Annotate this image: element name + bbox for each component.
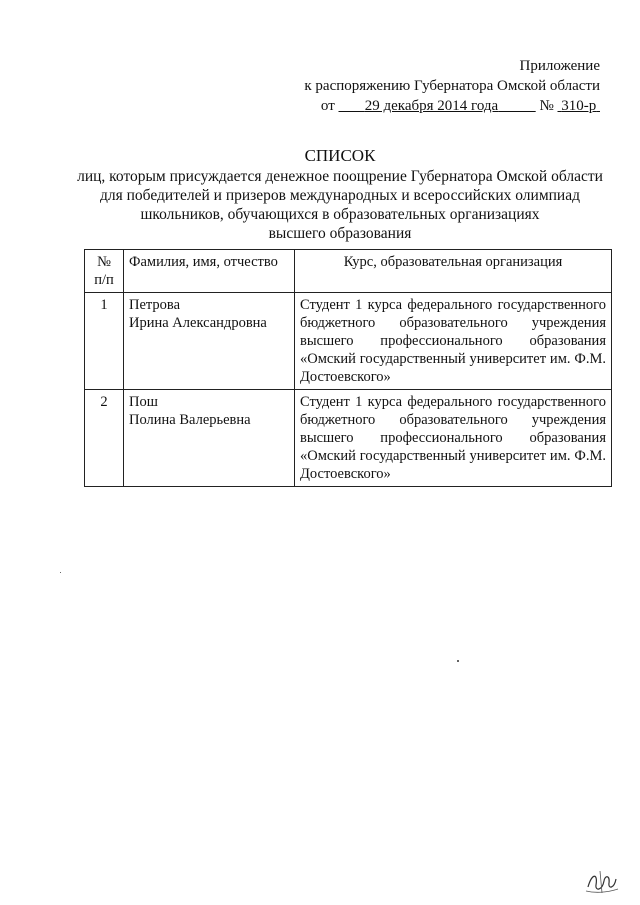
- document-title: [60, 146, 620, 243]
- scan-speck: [60, 572, 61, 573]
- title-line-4: высшего образования: [268, 225, 412, 242]
- appendix-subtitle: к распоряжению Губернатора Омской области: [304, 78, 600, 94]
- row-name: [124, 293, 295, 390]
- header-org: Курс, образовательная организация: [295, 250, 612, 293]
- table-row: [85, 390, 612, 487]
- number-prefix: №: [539, 98, 554, 114]
- appendix-title: Приложение: [519, 58, 600, 74]
- row-name: [124, 390, 295, 487]
- title-line-3: школьников, обучающихся в образовательных организациях: [140, 206, 540, 223]
- row-given-name: Ирина Александровна: [129, 315, 267, 331]
- table-row: [85, 293, 612, 390]
- decree-line: [280, 96, 600, 116]
- row-given-name: Полина Валерьевна: [129, 412, 251, 428]
- header-name: Фамилия, имя, отчество: [124, 250, 295, 293]
- row-org: Студент 1 курса федерального государственного бюджетного образовательного учреждения высшего профессионального образования «Омский государственный университет им. Ф.М. Достоевского»: [295, 293, 612, 390]
- row-surname: Пош: [129, 394, 158, 410]
- row-num: 2: [85, 390, 124, 487]
- decree-date: 29 декабря 2014 года: [364, 98, 499, 114]
- scan-speck: [457, 660, 459, 662]
- title-main: СПИСОК: [304, 146, 376, 165]
- row-surname: Петрова: [129, 297, 181, 313]
- row-org: Студент 1 курса федерального государственного бюджетного образовательного учреждения высшего профессионального образования «Омский государственный университет им. Ф.М. Достоевского»: [295, 390, 612, 487]
- header-num: № п/п: [85, 250, 124, 293]
- table-header-row: [85, 250, 612, 293]
- appendix-header: [280, 56, 600, 116]
- title-line-2: для победителей и призеров международных и всероссийских олимпиад: [100, 187, 580, 204]
- decree-number: 310-р: [561, 98, 597, 114]
- recipients-table: [84, 249, 612, 487]
- date-prefix: от: [320, 98, 335, 114]
- row-num: 1: [85, 293, 124, 390]
- title-line-1: лиц, которым присуждается денежное поощрение Губернатора Омской области: [77, 168, 603, 185]
- initials-mark: [582, 867, 622, 897]
